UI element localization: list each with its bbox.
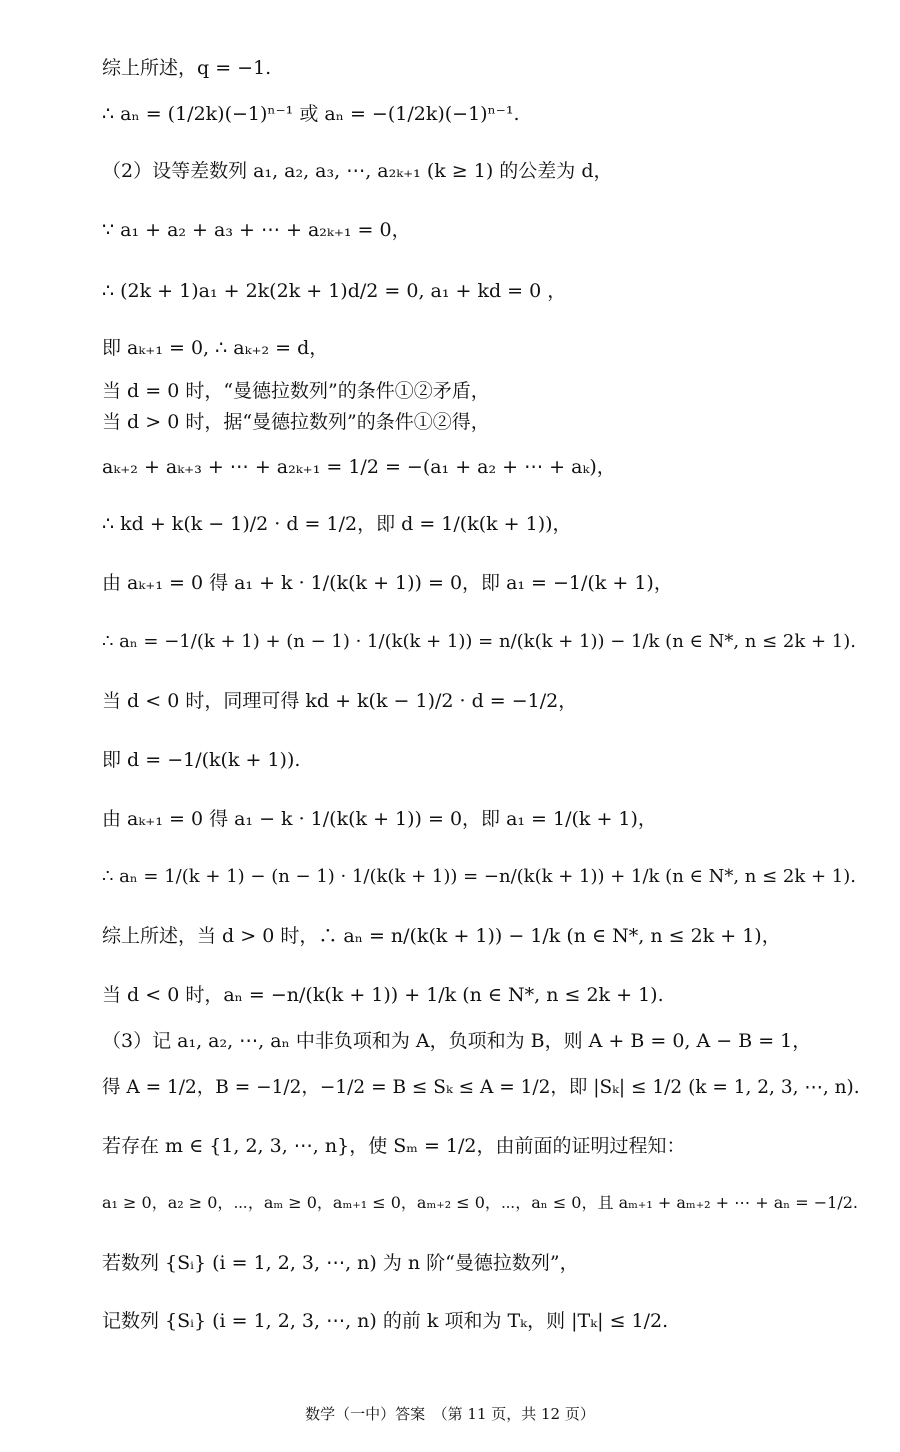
text-line-13: 当 d < 0 时，同理可得 kd + k(k − 1)/2 · d = −1/2， (102, 690, 578, 712)
text-line-16: ∴ aₙ = 1/(k + 1) − (n − 1) · 1/(k(k + 1)) = −n/(k(k + 1)) + 1/k (n ∈ N*, n ≤ 2k + 1). (102, 866, 856, 887)
text-line-15: 由 aₖ₊₁ = 0 得 a₁ − k · 1/(k(k + 1)) = 0，即 a₁ = 1/(k + 1)， (102, 808, 657, 830)
text-line-1: 综上所述，q = −1. (102, 57, 272, 79)
text-line-21: 若存在 m ∈ {1, 2, 3, ⋯, n}，使 Sₘ = 1/2，由前面的证明过程知： (102, 1135, 686, 1157)
text-line-20: 得 A = 1/2，B = −1/2，−1/2 = B ≤ Sₖ ≤ A = 1/2，即 |Sₖ| ≤ 1/2 (k = 1, 2, 3, ⋯, n). (102, 1077, 860, 1098)
text-line-3: （2）设等差数列 a₁, a₂, a₃, ⋯, a₂ₖ₊₁ (k ≥ 1) 的公差为 d， (102, 160, 613, 182)
text-line-9: aₖ₊₂ + aₖ₊₃ + ⋯ + a₂ₖ₊₁ = 1/2 = −(a₁ + a₂ + ⋯ + aₖ)， (102, 456, 616, 478)
text-line-22: a₁ ≥ 0，a₂ ≥ 0，⋯，aₘ ≥ 0，aₘ₊₁ ≤ 0，aₘ₊₂ ≤ 0，⋯，aₙ ≤ 0，且 aₘ₊₁ + aₘ₊₂ + ⋯ + aₙ = −1/2. (102, 1193, 859, 1212)
text-line-14: 即 d = −1/(k(k + 1)). (102, 749, 301, 771)
text-line-7: 当 d = 0 时，“曼德拉数列”的条件①②矛盾， (102, 380, 490, 402)
text-line-23: 若数列 {Sᵢ} (i = 1, 2, 3, ⋯, n) 为 n 阶“曼德拉数列”， (102, 1252, 579, 1274)
text-line-18: 当 d < 0 时，aₙ = −n/(k(k + 1)) + 1/k (n ∈ N*, n ≤ 2k + 1). (102, 984, 664, 1006)
text-line-4: ∵ a₁ + a₂ + a₃ + ⋯ + a₂ₖ₊₁ = 0， (102, 219, 411, 241)
text-line-10: ∴ kd + k(k − 1)/2 · d = 1/2，即 d = 1/(k(k + 1))， (102, 513, 572, 535)
text-line-8: 当 d > 0 时，据“曼德拉数列”的条件①②得， (102, 411, 490, 433)
text-line-6: 即 aₖ₊₁ = 0, ∴ aₖ₊₂ = d， (102, 337, 329, 359)
text-line-24: 记数列 {Sᵢ} (i = 1, 2, 3, ⋯, n) 的前 k 项和为 Tₖ，则 |Tₖ| ≤ 1/2. (102, 1310, 669, 1332)
text-line-11: 由 aₖ₊₁ = 0 得 a₁ + k · 1/(k(k + 1)) = 0，即 a₁ = −1/(k + 1)， (102, 572, 673, 594)
text-line-19: （3）记 a₁, a₂, ⋯, aₙ 中非负项和为 A，负项和为 B，则 A + B = 0, A − B = 1， (102, 1030, 812, 1052)
text-line-2: ∴ aₙ = (1/2k)(−1)ⁿ⁻¹ 或 aₙ = −(1/2k)(−1)ⁿ⁻¹. (102, 103, 520, 125)
text-line-5: ∴ (2k + 1)a₁ + 2k(2k + 1)d/2 = 0, a₁ + kd = 0 ， (102, 280, 567, 302)
text-line-17: 综上所述，当 d > 0 时，∴ aₙ = n/(k(k + 1)) − 1/k (n ∈ N*, n ≤ 2k + 1)， (102, 925, 781, 947)
page-footer: 数学（一中）答案 （第 11 页，共 12 页） (305, 1405, 595, 1423)
text-line-12: ∴ aₙ = −1/(k + 1) + (n − 1) · 1/(k(k + 1)) = n/(k(k + 1)) − 1/k (n ∈ N*, n ≤ 2k + 1). (102, 631, 856, 652)
